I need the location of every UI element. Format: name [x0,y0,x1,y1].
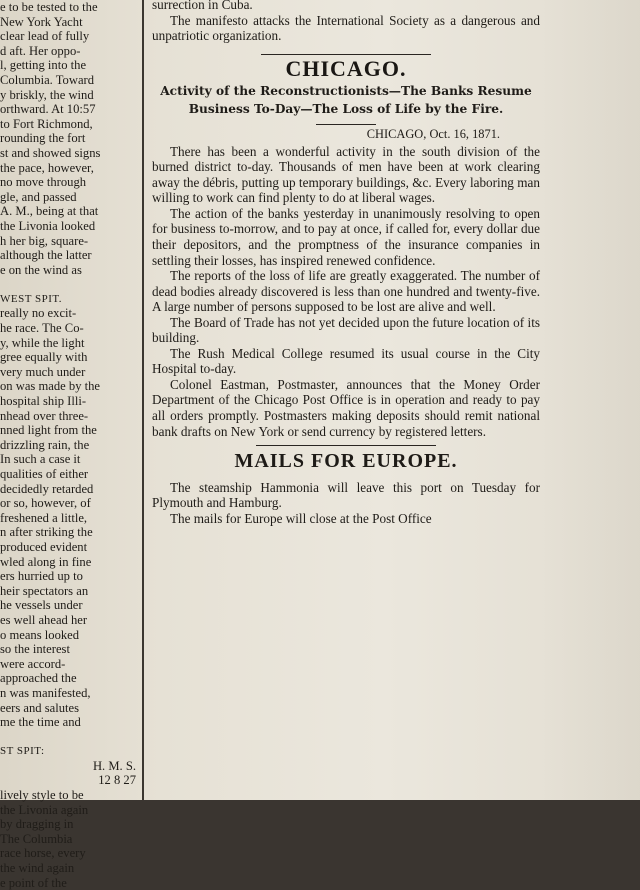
left-column-line: he race. The Co- [0,321,84,336]
chicago-subheadline: Activity of the Reconstructionists—The Banks Resume Business To-Day—The Loss of Life by the Fire. [160,84,532,117]
left-column-line: The Columbia [0,831,73,846]
left-column-line: gle, and passed [0,189,77,204]
left-column-line: y briskly, the wind [0,87,94,102]
left-column-line: wled along in fine [0,554,92,569]
left-column-line: heir spectators an [0,583,89,598]
section-divider [261,54,431,55]
left-column-line: orthward. At 10:57 [0,102,96,117]
intro-paragraph: The manifesto attacks the International Society as a dangerous and unpatriotic organization. [152,12,540,44]
left-column-line: l, getting into the [0,58,87,73]
left-column-line: the Livonia looked [0,218,96,233]
left-column [0,0,140,890]
article-paragraph: The Rush Medical College resumed its usual course in the City Hospital to-day. [152,345,540,377]
left-column-line: n after striking the [0,525,93,540]
left-column-line: nned light from the [0,423,97,438]
left-column-line: drizzling rain, the [0,437,90,452]
left-column-line: o means looked [0,627,80,642]
left-column-line [0,277,140,292]
left-column-line: d aft. Her oppo- [0,43,81,58]
left-column-line: e to be tested to the [0,0,98,14]
left-column-line: the wind again [0,861,75,876]
left-column-line: 12 8 27 [98,773,136,788]
column-rule [142,0,144,800]
left-column-line: Columbia. Toward [0,72,95,87]
article-paragraph: The Board of Trade has not yet decided upon the future location of its building. [152,314,540,346]
left-column-line: he vessels under [0,598,83,613]
left-column-line: eers and salutes [0,700,80,715]
left-column-line: rounding the fort [0,131,86,146]
article-paragraph: The action of the banks yesterday in unanimously resolving to open for business to-morrow, and to pay at once, if called for, every dollar due their depositors, and the promptness of the insurance companies in settling their losses, has inspired renewed confidence. [152,205,540,268]
left-column-line: race horse, every [0,846,86,861]
left-column-line: decidedly retarded [0,481,94,496]
left-column-line: approached the [0,671,77,686]
article-paragraph: The reports of the loss of life are greatly exaggerated. The number of dead bodies already discovered is less than one hundred and twenty-five. A large number of persons supposed to be lost are alive and well. [152,268,540,315]
left-column-line: the Livonia again [0,802,89,817]
subhead-divider [316,124,376,125]
left-column-line: to Fort Richmond, [0,116,93,131]
left-column-line: A. M., being at that [0,204,99,219]
left-column-line: very much under [0,364,86,379]
left-column-line [0,730,140,745]
left-column-line: gree equally with [0,350,88,365]
left-column-line: qualities of either [0,467,89,481]
left-column-line: the pace, however, [0,160,94,175]
left-column-line: nhead over three- [0,408,89,423]
article-paragraph: Colonel Eastman, Postmaster, announces that the Money Order Department of the Chicago Post Office is in operation and ready to pay all orders promptly. Postmasters making deposits should remit national bank drafts on New York or send currency by registered letters. [152,376,540,439]
left-column-line: freshened a little, [0,510,88,525]
left-column-line: n was manifested, [0,685,91,700]
section-divider [256,445,436,446]
left-column-line: lively style to be [0,788,84,803]
left-column-line: st and showed signs [0,145,101,160]
left-column-line: es well ahead her [0,612,88,627]
left-column-line: y, while the light [0,335,85,350]
left-column-line: although the latter [0,248,92,263]
article-paragraph: There has been a wonderful activity in the south division of the burned district to-day. Thousands of men have been at work clearing away the débris, putting up temporary buildings, &c. Every laboring man willing to work can find plenty to do at liberal wages. [152,143,540,206]
left-column-line: were accord- [0,656,66,671]
page-shading [540,0,640,800]
left-column-line: New York Yacht [0,14,83,29]
left-column-line: ers hurried up to [0,569,83,584]
left-column-line: really no excit- [0,306,77,321]
left-column-lines [0,0,140,890]
left-column-line: ST SPIT: [0,745,45,758]
left-column-line: WEST SPIT. [0,292,63,305]
left-column-line: clear lead of fully [0,29,90,44]
left-column-line: H. M. S. [92,758,136,773]
left-column-line: produced evident [0,539,88,554]
mails-headline: MAILS FOR EUROPE. [234,450,458,473]
left-column-line: no move through [0,175,87,190]
mails-paragraph: The steamship Hammonia will leave this port on Tuesday for Plymouth and Hamburg. [152,479,540,511]
left-column-line: me the time and [0,715,81,730]
mails-paragraph: The mails for Europe will close at the Post Office [170,510,432,526]
left-column-line: hospital ship Illi- [0,394,87,409]
left-column-line: h her big, square- [0,233,89,248]
left-column-line: e on the wind as [0,262,82,277]
chicago-dateline: CHICAGO, Oct. 16, 1871. [366,127,500,142]
left-column-line: e point of the [0,875,67,890]
left-column-line: so the interest [0,642,70,657]
intro-line: surrection in Cuba. [152,0,253,12]
left-column-line: In such a case it [0,452,81,467]
left-column-line: or so, however, of [0,496,91,511]
left-column-line: on was made by the [0,379,101,394]
right-column [152,0,540,800]
left-column-line: by dragging in [0,817,74,832]
chicago-headline: CHICAGO. [285,55,407,81]
